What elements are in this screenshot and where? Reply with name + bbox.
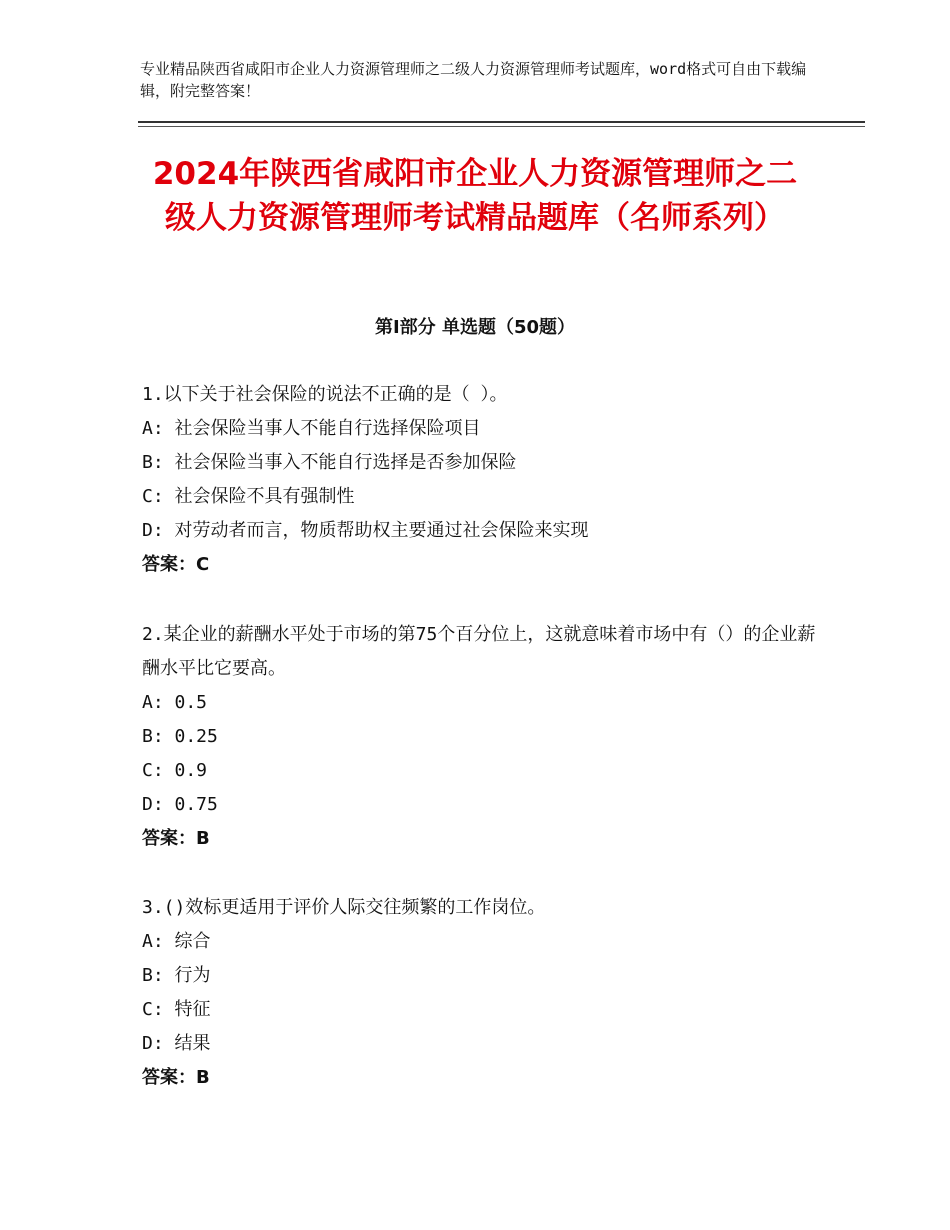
header-divider-thick xyxy=(138,121,865,123)
answer-label: 答案：C xyxy=(142,554,210,575)
option-d: D: 结果 xyxy=(142,1033,211,1054)
question-stem: 2.某企业的薪酬水平处于市场的第75个百分位上，这就意味着市场中有（）的企业薪酬水平比它要高。 xyxy=(142,624,816,679)
question-stem: 1.以下关于社会保险的说法不正确的是（ ）。 xyxy=(142,384,508,405)
question-2 xyxy=(142,618,832,856)
option-d: D: 0.75 xyxy=(142,794,218,815)
question-1 xyxy=(142,378,832,582)
answer-label: 答案：B xyxy=(142,1067,210,1088)
option-b: B: 行为 xyxy=(142,965,211,986)
answer-label: 答案：B xyxy=(142,828,210,849)
option-b: B: 社会保险当事入不能自行选择是否参加保险 xyxy=(142,452,517,473)
document-title: 2024年陕西省咸阳市企业人力资源管理师之二级人力资源管理师考试精品题库（名师系列） xyxy=(152,156,798,236)
option-c: C: 0.9 xyxy=(142,760,208,781)
option-d: D: 对劳动者而言，物质帮助权主要通过社会保险来实现 xyxy=(142,520,589,541)
option-a: A: 综合 xyxy=(142,931,211,952)
option-a: A: 社会保险当事人不能自行选择保险项目 xyxy=(142,418,481,439)
question-stem: 3.()效标更适用于评价人际交往频繁的工作岗位。 xyxy=(142,897,546,918)
option-b: B: 0.25 xyxy=(142,726,218,747)
section-title: 第Ⅰ部分 单选题（50题） xyxy=(374,317,575,338)
header-divider-thin xyxy=(138,126,865,127)
header-note: 专业精品陕西省咸阳市企业人力资源管理师之二级人力资源管理师考试题库，word格式可自由下载编辑，附完整答案！ xyxy=(140,60,807,100)
question-3 xyxy=(142,891,832,1095)
option-c: C: 特征 xyxy=(142,999,211,1020)
option-a: A: 0.5 xyxy=(142,692,208,713)
option-c: C: 社会保险不具有强制性 xyxy=(142,486,355,507)
